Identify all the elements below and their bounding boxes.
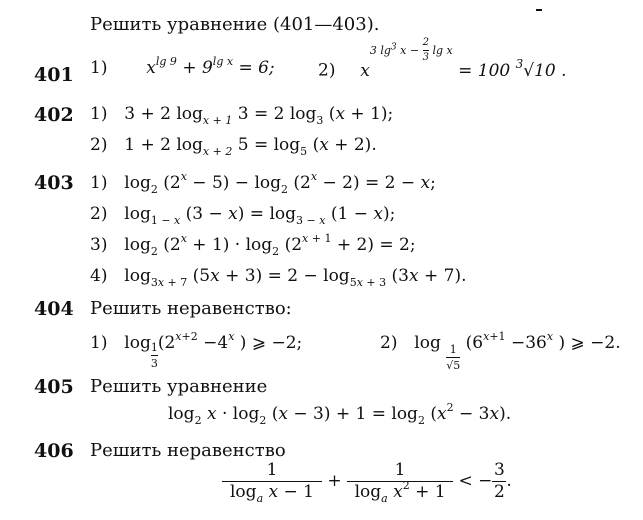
item-label: 3): [90, 235, 108, 255]
problem-406-title: Решить неравенство: [90, 440, 286, 461]
formula-403-3: $\log_2 (2^x + 1) \cdot \log_2 (2^{x + 1} + 2) = 2$;: [124, 232, 416, 258]
item-label: 4): [90, 266, 108, 286]
problem-404-item-2: [380, 330, 621, 372]
problem-number-402: 402: [34, 104, 74, 126]
item-label: 2): [380, 333, 398, 353]
formula-402-2: 1 + 2 $\log_{x + 2} 5 = \log_5 (x + 2)$.: [124, 135, 377, 158]
problem-404-title: Решить неравенство:: [90, 298, 292, 319]
formula-402-1: 3 + 2 $\log_{x + 1} 3 = 2$ $\log_3 (x + 1)$;: [124, 104, 394, 127]
formula-403-1: $\log_2 (2^x - 5) - \log_2 (2^x - 2) = 2 - x$;: [124, 170, 436, 196]
problem-404-item-1: [90, 330, 303, 370]
problem-406-formula: [222, 460, 512, 505]
item-label: 1): [90, 173, 108, 193]
item-label: 1): [90, 104, 108, 124]
problem-402-item-2: [90, 135, 377, 158]
problem-405-title: Решить уравнение: [90, 376, 268, 397]
item-label: 2): [90, 135, 108, 155]
problem-number-403: 403: [34, 172, 74, 194]
problem-402-item-1: [90, 104, 394, 127]
problem-403-item-3: [90, 232, 416, 258]
formula-404-2: log $\frac{1}{√5}$ ($6^{x+1} -36^x$ ) ⩾ −2.: [414, 330, 621, 372]
item-label: 2): [318, 60, 336, 81]
item-label: 1): [90, 333, 108, 353]
stray-mark: [536, 9, 542, 11]
formula-403-4: $\log_{3x + 7} (5x + 3) = 2 - \log_{5x + 3} (3x + 7)$.: [124, 266, 467, 289]
formula-403-2: $\log_{1 - x} (3 - x) = \log_{3 - x} (1 - x)$;: [124, 204, 396, 227]
problem-405-formula: [168, 401, 512, 427]
formula-401-1: $x^{lg 9} + 9^{lg x} = 6$;: [146, 55, 275, 78]
problem-403-item-2: [90, 204, 396, 227]
section-heading: Решить уравнение (401—403).: [90, 14, 380, 35]
problem-number-406: 406: [34, 440, 74, 462]
item-label: 1): [90, 58, 108, 78]
problem-401-item-2: [318, 37, 567, 85]
problem-number-401: 401: [34, 64, 74, 86]
problem-401-item-1: [90, 55, 275, 78]
problem-403-item-4: [90, 266, 467, 289]
problem-number-404: 404: [34, 298, 74, 320]
formula-401-2: $x^{3 lg^3 x - \frac{2}{3} lg x} = 100$ $^3$√10 .: [360, 37, 567, 81]
formula-405: $\log_2 x \cdot \log_2 (x - 3) + 1 = \log_2 (x^2 - 3x)$.: [168, 401, 512, 427]
formula-404-1: log $\frac{1}{3}$ ($2^{x+2} -4^x$ ) ⩾ −2;: [124, 330, 303, 370]
formula-406: $\frac{1}{\log_a x - 1}$ + $\frac{1}{\log_a x^2 + 1}$ < − $\frac{3}{2}$ .: [222, 471, 512, 491]
problem-403-item-1: [90, 170, 436, 196]
problem-number-405: 405: [34, 376, 74, 398]
item-label: 2): [90, 204, 108, 224]
